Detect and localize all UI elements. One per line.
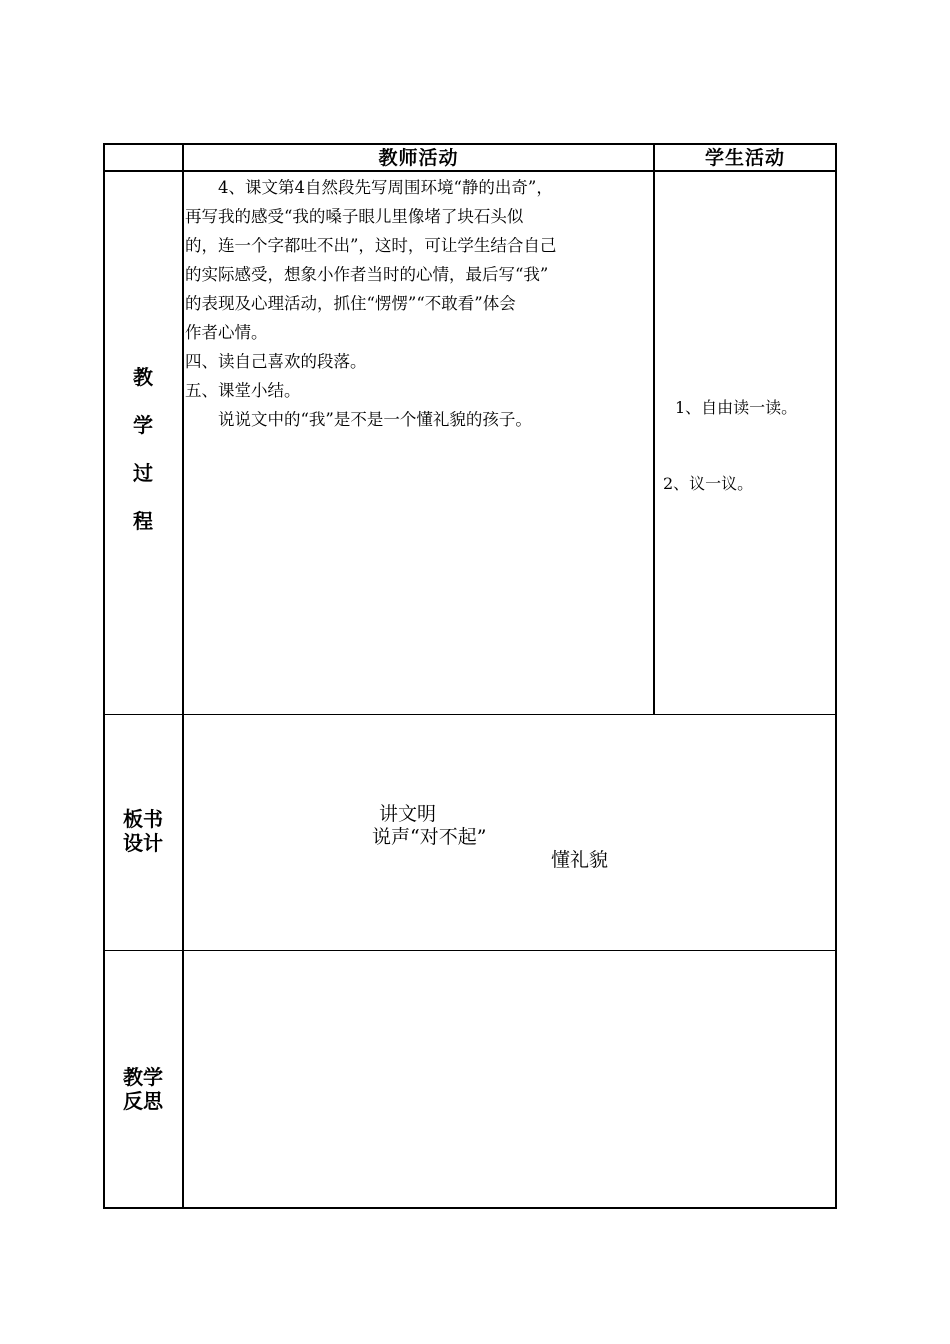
teacher-activity-header: 教师活动	[378, 147, 459, 169]
teacher-line: 的表现及心理活动，抓住“愣愣”“不敢看”体会	[185, 294, 516, 313]
teacher-activity-text	[185, 173, 645, 434]
board-label-line1: 板书	[123, 807, 163, 831]
teacher-line: 的，连一个字都吐不出”，这时，可让学生结合自己	[185, 236, 557, 255]
board-line-1: 讲文明	[379, 803, 437, 825]
student-column-divider	[653, 145, 655, 714]
teacher-line: 4、课文第4自然段先写周围环境“静的出奇”，	[185, 178, 553, 197]
teacher-line: 的实际感受，想象小作者当时的心情，最后写“我”	[185, 265, 549, 284]
student-activity-header: 学生活动	[704, 147, 785, 169]
teacher-line: 作者心情。	[185, 323, 268, 342]
lesson-plan-table	[103, 143, 837, 1209]
student-item-1: 1、自由读一读。	[675, 398, 798, 417]
board-design-label	[105, 807, 181, 855]
process-label-char: 学	[133, 413, 153, 437]
board-label-line2: 设计	[123, 831, 163, 855]
teacher-line: 四、读自己喜欢的段落。	[185, 352, 367, 371]
reflection-label-line1: 教学	[123, 1065, 163, 1089]
board-divider	[105, 950, 835, 951]
reflection-label	[105, 1065, 181, 1113]
process-label-char: 程	[133, 509, 153, 533]
process-label-char: 教	[133, 365, 153, 389]
process-label-char: 过	[133, 461, 153, 485]
label-column-divider	[182, 145, 184, 1207]
board-line-2: 说声“对不起”	[372, 826, 487, 848]
process-label	[105, 353, 181, 545]
process-divider	[105, 714, 835, 715]
reflection-label-line2: 反思	[123, 1089, 163, 1113]
teacher-line: 再写我的感受“我的嗓子眼儿里像堵了块石头似	[185, 207, 524, 226]
student-item-2: 2、议一议。	[663, 474, 754, 493]
teacher-line: 说说文中的“我”是不是一个懂礼貌的孩子。	[185, 410, 532, 429]
teacher-line: 五、课堂小结。	[185, 381, 301, 400]
board-line-3: 懂礼貌	[551, 849, 609, 871]
